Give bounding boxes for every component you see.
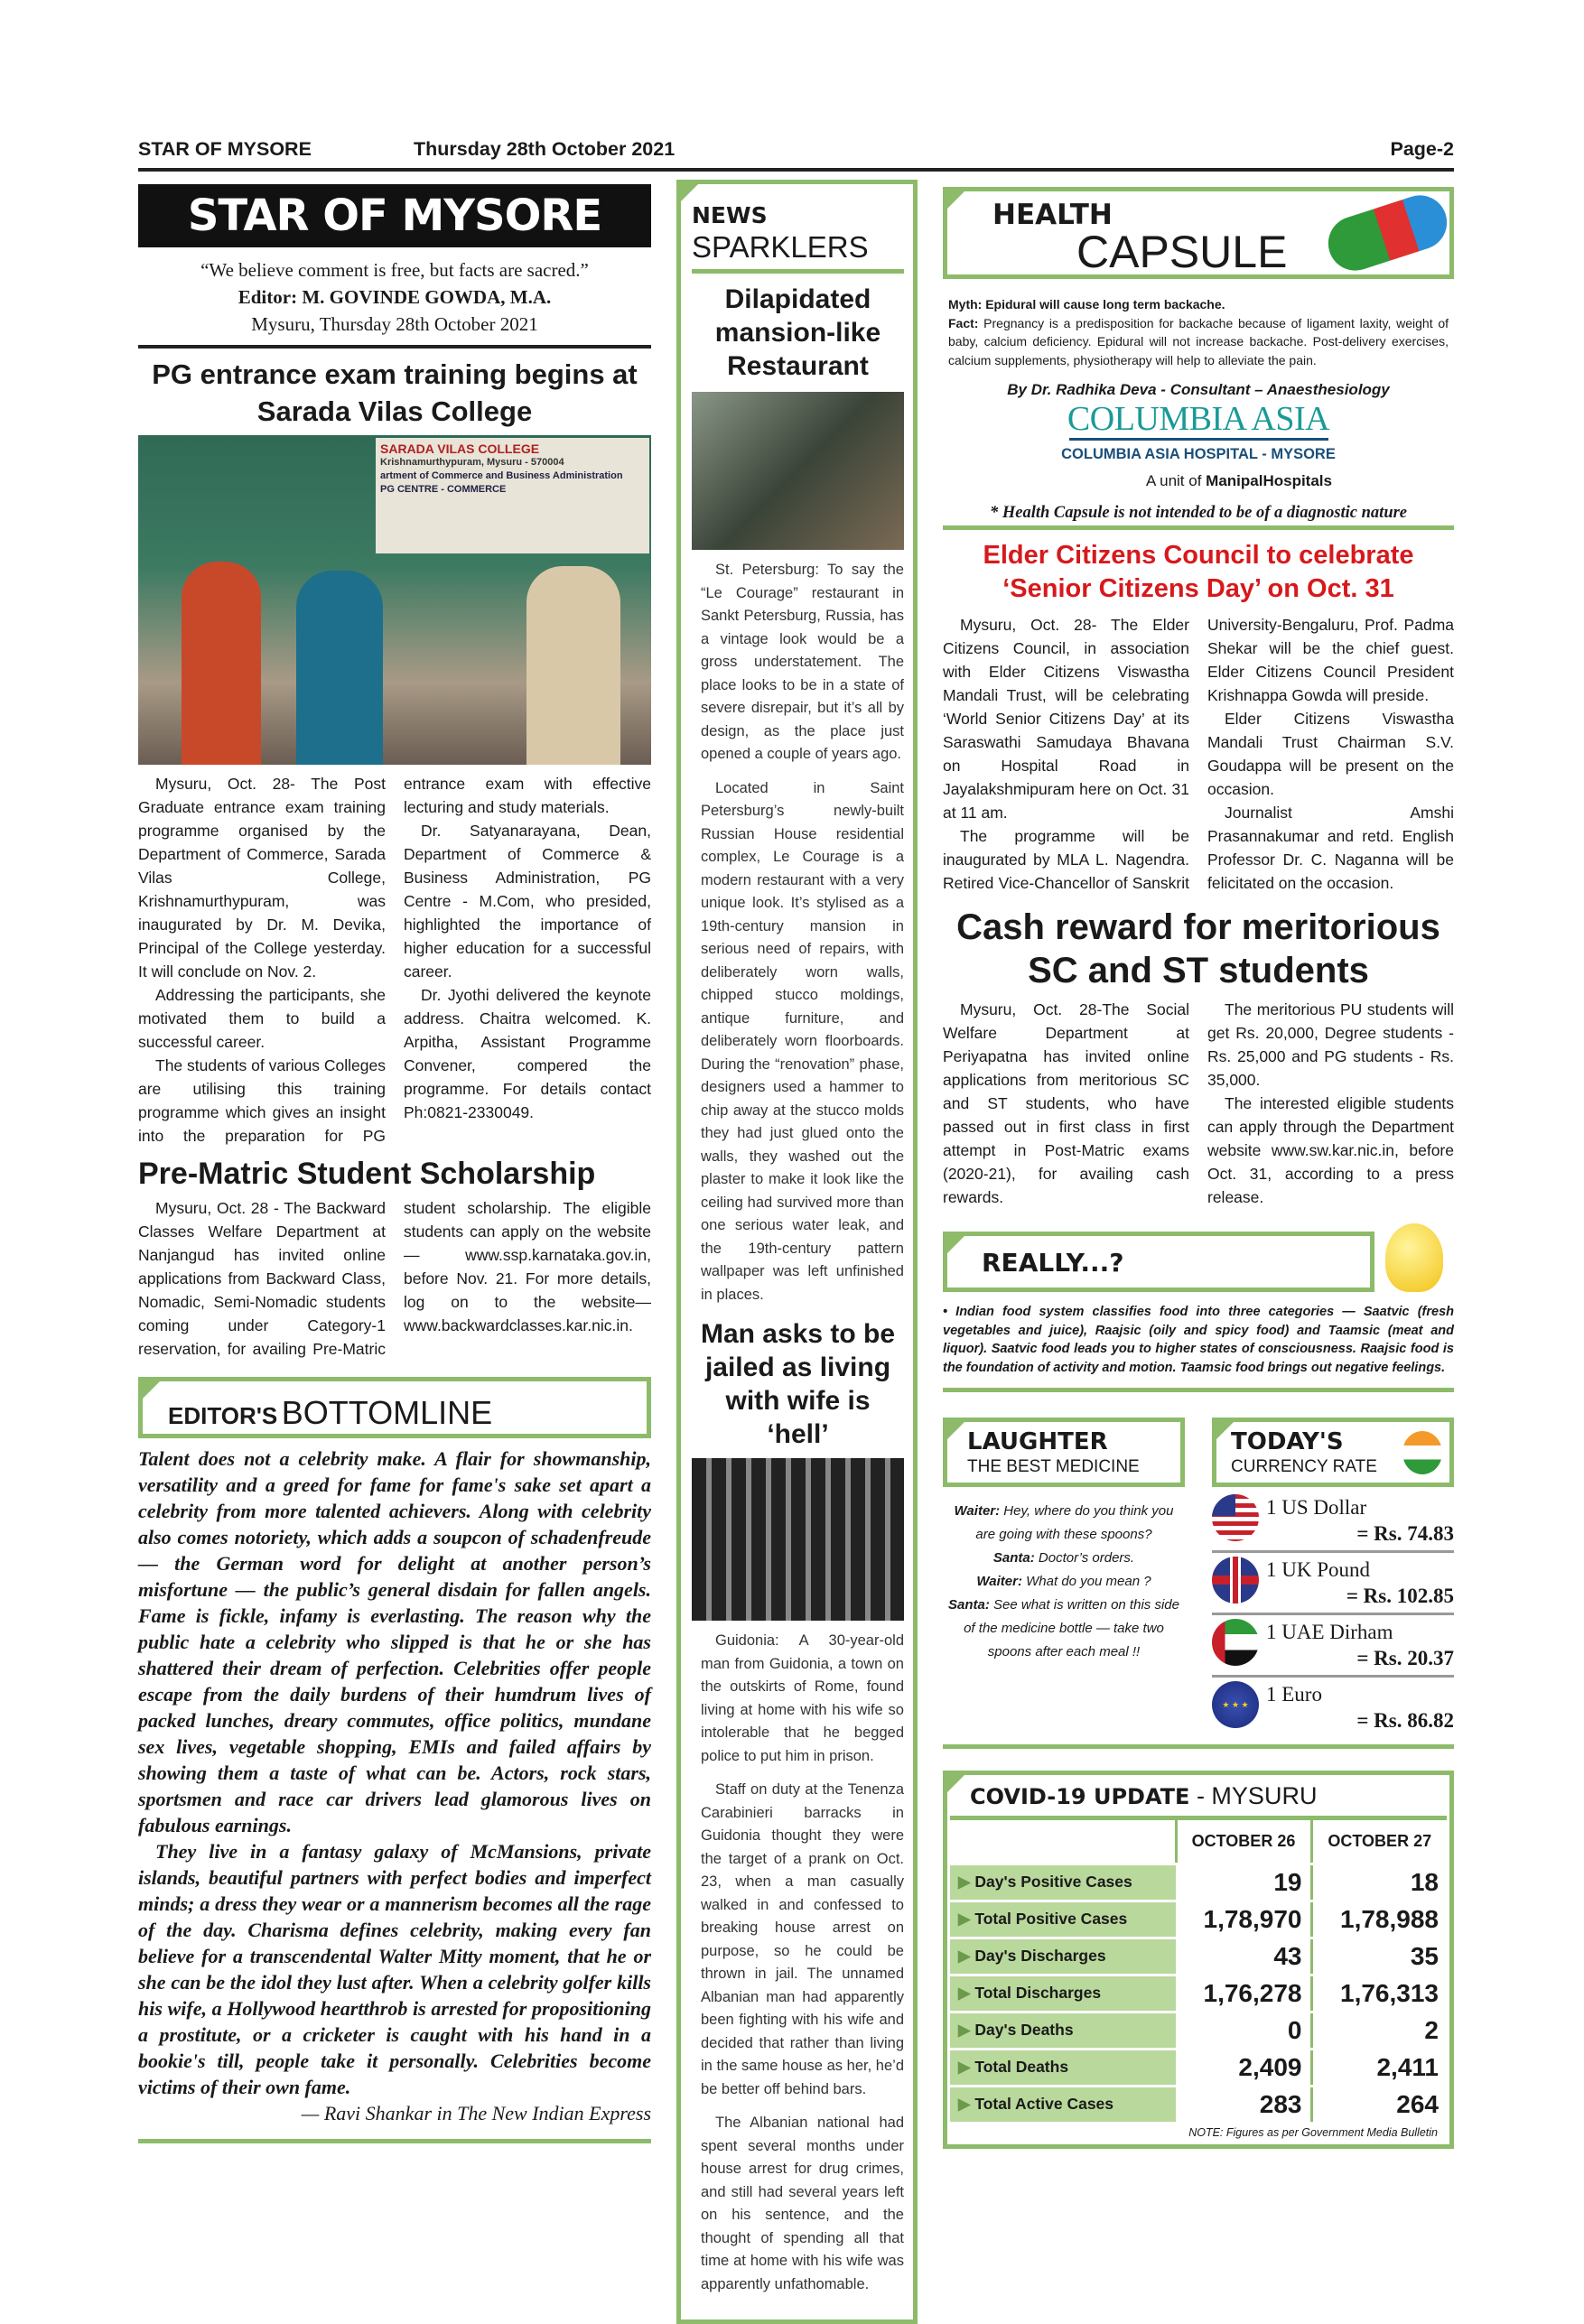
arrow-icon: ▶: [958, 1984, 971, 2002]
paragraph: Located in Saint Petersburg’s newly-built Russian House residential complex, Le Courage is a modern restaurant with a very unique look. It’s stylised as a 19th-century mansion in serious need of repairs, with deliberately worn walls, chipped stucco moldings, antique furniture, and deliberately worn floorboards. During the “renovation” phase, designers used a hammer to chip away at the stucco molds they had just glued onto the walls, they washed out the plaster to make it look like the ceiling had survived more than one serious water leak, and the 19th-century pattern wallpaper was left unfinished in places.: [701, 779, 904, 1303]
value-oct27: 1,78,988: [1311, 1901, 1447, 1938]
health-myth: Myth: Epidural will cause long term backache.: [948, 297, 1225, 311]
sparklers-label: SPARKLERS: [692, 230, 869, 264]
lightbulb-mascot-icon: [1385, 1223, 1443, 1292]
value-oct27: 1,76,313: [1311, 1975, 1447, 2012]
currency-row-usd: [1212, 1491, 1454, 1553]
scholarship-body: [138, 1196, 651, 1361]
row-label-text: Total Deaths: [974, 2058, 1069, 2076]
value-oct26: 2,409: [1176, 2049, 1311, 2086]
person-figure: [296, 571, 383, 765]
paragraph: Mysuru, Oct. 28- The Elder Citizens Council, in association with Elder Citizens Viswastha Mandali Trust, will be celebrating ‘World Senior Citizens Day’ at its Saraswathi Samudaya Bhavana on Hospital Road in Jayalakshmipuram here on Oct. 31 at 11 am.: [943, 616, 1189, 822]
arrow-icon: ▶: [958, 2058, 971, 2076]
corner-triangle: [138, 1377, 164, 1403]
currency-unit: 1 US Dollar: [1266, 1496, 1367, 1519]
paragraph: Staff on duty at the Tenenza Carabinieri barracks in Guidonia thought they were the target of a prank on Oct. 23, when a man casually walked in and confessed to breaking house arrest on purpose, so he could be thrown in jail. The unnamed Albanian man had apparently been fighting with his wife and decided that rather than living in the same house as her, he’d be better off behind bars.: [701, 1781, 904, 2097]
paragraph: The meritorious PU students will get Rs. 20,000, Degree students - Rs. 25,000 and PG students - Rs. 35,000.: [1207, 1000, 1454, 1089]
restaurant-photo: [692, 392, 904, 550]
scholarship-headline: Pre-Matric Student Scholarship: [138, 1157, 596, 1191]
covid-row: [950, 1975, 1447, 2012]
row-label-text: Day's Deaths: [974, 2021, 1074, 2039]
paragraph: Addressing the participants, she motivated them to build a successful career.: [138, 986, 386, 1051]
currency-unit: 1 Euro: [1266, 1683, 1322, 1706]
row-label: [950, 1901, 1176, 1938]
banner-line: artment of Commerce and Business Administration: [380, 470, 623, 481]
arrow-icon: ▶: [958, 2021, 971, 2039]
paragraph: Mysuru, Oct. 28- The Post Graduate entrance exam training programme organised by the Department of Commerce, Sarada Vilas College, Krishnamurthypuram, was inaugurated by Dr. M. Devika, Principal of the College yesterday. It will conclude on Nov. 2.: [138, 775, 386, 981]
masthead-quote: “We believe comment is free, but facts are sacred.”: [200, 259, 589, 281]
value-oct27: 264: [1311, 2086, 1447, 2123]
page-number: Page-2: [1390, 138, 1454, 160]
really-text: • Indian food system classifies food into three categories — Saatvic (fresh vegetables and juice), Raajsic (oily and spicy food) and Taamsic (meat and liquor). Saatvic food leads you to higher states of consciousness. Raajsic food is the foundation of activity and motion. Taamsic food brings out negative feelings.: [943, 1305, 1454, 1375]
line: Doctor’s orders.: [1034, 1550, 1135, 1566]
currency-row-eur: [1212, 1678, 1454, 1737]
hospital-name: COLUMBIA ASIA HOSPITAL - MYSORE: [1061, 446, 1336, 462]
health-disclaimer: * Health Capsule is not intended to be of a diagnostic nature: [989, 504, 1408, 522]
paragraph: Mysuru, Oct. 28-The Social Welfare Department at Periyapatna has invited online applications from meritorious SC and ST students, who have passed out in first class in first attempt in Post-Matric exams (2020-21), for availing cash rewards.: [943, 1000, 1189, 1206]
elder-headline: Elder Citizens Council to celebrate ‘Senior Citizens Day’ on Oct. 31: [983, 541, 1414, 603]
column-right: [943, 187, 1454, 2149]
paragraph: Guidonia: A 30-year-old man from Guidonia, a town on the outskirts of Rome, found living at home with his wife so intolerable that he begged police to put him in prison.: [701, 1632, 904, 1764]
value-oct27: 35: [1311, 1938, 1447, 1975]
line: See what is written on this side of the medicine bottle — take two spoons after each meal !!: [964, 1597, 1179, 1659]
row-label: [950, 2012, 1176, 2049]
row-label-text: Day's Positive Cases: [974, 1873, 1132, 1891]
bottomline-label-bold: EDITOR'S: [168, 1402, 278, 1429]
paragraph: The students of various Colleges are utilising this training programme which gives an insight into the preparation for PG entrance exam with effective lecturing and study materials.: [138, 775, 651, 1145]
paragraph: The Albanian national had spent several months under house arrest for drug crimes, and still had several years left on his sentence, and the thought of spending all that time at home with his wife was apparently unfathomable.: [701, 2115, 904, 2292]
currency-unit: 1 UK Pound: [1266, 1558, 1371, 1581]
story1-headline: Dilapidated mansion-like Restaurant: [714, 284, 881, 381]
masthead-logo: STAR OF MYSORE: [138, 184, 651, 247]
column-middle: [676, 180, 918, 2324]
elder-body: [943, 613, 1454, 895]
covid-row: [950, 1938, 1447, 1975]
covid-row: [950, 2049, 1447, 2086]
covid-note: NOTE: Figures as per Government Media Bulletin: [1188, 2125, 1438, 2139]
banner-line: SARADA VILAS COLLEGE: [380, 442, 540, 456]
section-rule: [943, 1744, 1454, 1749]
value-oct27: 18: [1311, 1864, 1447, 1901]
capsule-pill-icon: [1321, 189, 1454, 278]
row-label-text: Total Discharges: [974, 1984, 1102, 2002]
health-capsule-box: [943, 187, 1454, 279]
corner-triangle: [1212, 1418, 1238, 1444]
paragraph: The interested eligible students can apply through the Department website www.sw.kar.nic.in, before Oct. 31, according to a press release.: [1207, 1094, 1454, 1206]
row-label-text: Total Active Cases: [974, 2095, 1114, 2113]
covid-row: [950, 2012, 1447, 2049]
story1-body: [692, 559, 904, 1306]
editorial-credit: — Ravi Shankar in The New Indian Express: [301, 2102, 651, 2124]
masthead-editor: Editor: M. GOVINDE GOWDA, M.A.: [238, 286, 552, 308]
covid-table: [950, 1820, 1447, 2124]
uk-flag-icon: [1212, 1557, 1259, 1604]
arrow-icon: ▶: [958, 1947, 971, 1965]
health-byline: By Dr. Radhika Deva - Consultant – Anaesthesiology: [1007, 381, 1390, 398]
columbia-asia-logo: COLUMBIA ASIA: [1067, 400, 1330, 438]
paragraph: The programme will be inaugurated by MLA L. Nagendra. Retired Vice-Chancellor of Sanskrit University-Bengaluru, Prof. Padma Shekar will be the chief guest. Elder Citizens Council President Krishnappa Gowda will preside.: [943, 616, 1454, 892]
column-header: OCTOBER 26: [1176, 1820, 1311, 1864]
banner-line: Krishnamurthypuram, Mysuru - 570004: [380, 457, 564, 468]
speaker: Waiter:: [976, 1574, 1022, 1589]
value-oct26: 1,78,970: [1176, 1901, 1311, 1938]
currency-list: [1212, 1491, 1454, 1737]
value-oct27: 2,411: [1311, 2049, 1447, 2086]
laughter-label-bold: LAUGHTER: [967, 1428, 1108, 1455]
currency-value: = Rs. 74.83: [1356, 1522, 1454, 1545]
currency-label: CURRENCY RATE: [1231, 1457, 1377, 1476]
pg-article-body: [138, 772, 651, 1148]
value-oct26: 0: [1176, 2012, 1311, 2049]
arrow-icon: ▶: [958, 1873, 971, 1891]
speaker: Santa:: [948, 1597, 990, 1613]
pg-photo: [138, 435, 651, 765]
masthead-dateline: Mysuru, Thursday 28th October 2021: [251, 313, 538, 335]
bottomline-body: [138, 1446, 651, 2126]
laughter-section: [943, 1418, 1185, 1737]
currency-value: = Rs. 86.82: [1356, 1709, 1454, 1732]
person-figure: [526, 566, 620, 765]
paragraph: Dr. Jyothi delivered the keynote address. Chaitra welcomed. K. Arpitha, Assistant Programme Convener, compered the programme. For details contact Ph:0821-2330049.: [404, 986, 651, 1121]
paragraph: Elder Citizens Viswastha Mandali Trust Chairman S.V. Goudappa will be present on the occasion.: [1207, 710, 1454, 798]
section-rule: [943, 1388, 1454, 1392]
value-oct26: 19: [1176, 1864, 1311, 1901]
speaker: Santa:: [992, 1550, 1035, 1566]
value-oct26: 1,76,278: [1176, 1975, 1311, 2012]
jail-bars-photo: [692, 1458, 904, 1621]
arrow-icon: ▶: [958, 2095, 971, 2113]
fact-label: Fact:: [948, 315, 979, 330]
row-label-text: Total Positive Cases: [974, 1910, 1128, 1928]
arrow-icon: ▶: [958, 1910, 971, 1928]
laughter-box: [943, 1418, 1185, 1487]
bottom-rule: [138, 2139, 651, 2143]
us-flag-icon: [1212, 1494, 1259, 1541]
banner-line: PG CENTRE - COMMERCE: [380, 484, 507, 495]
column-left: [138, 184, 651, 2143]
pg-headline: PG entrance exam training begins at Sarada Vilas College: [152, 358, 638, 427]
column-header: OCTOBER 27: [1311, 1820, 1447, 1864]
currency-value: = Rs. 20.37: [1356, 1647, 1454, 1669]
section-rule: [943, 525, 1454, 530]
health-label: CAPSULE: [1076, 227, 1288, 277]
speaker: Waiter:: [954, 1503, 1001, 1519]
corner-triangle: [943, 187, 969, 213]
value-oct26: 43: [1176, 1938, 1311, 1975]
currency-label-bold: TODAY'S: [1231, 1428, 1344, 1455]
covid-label: - MYSURU: [1189, 1782, 1318, 1809]
paragraph: Mysuru, Oct. 28 - The Backward Classes Welfare Department at Nanjangud has invited online applications from Backward Class, Nomadic, Semi-Nomadic students coming under Category-1 reservation, for availing Pre-Matric student scholarship. The eligible students can apply on the website — www.ssp.karnataka.gov.in, before Nov. 21. For more details, log on to the website— www.backwardclasses.kar.nic.in.: [138, 1199, 651, 1358]
currency-unit: 1 UAE Dirham: [1266, 1621, 1393, 1643]
paragraph: St. Petersburg: To say the “Le Courage” restaurant in Sankt Petersburg, Russia, has a vintage look would be a gross understatement. The place looks to be in a state of severe disrepair, but it’s all by design, as the place just opened a couple of years ago.: [701, 562, 904, 762]
sparklers-heading: [692, 202, 904, 274]
covid-row: [950, 1901, 1447, 1938]
unit-prefix: A unit of: [1146, 472, 1207, 489]
health-label-bold: HEALTH: [992, 199, 1113, 231]
sparklers-label-bold: NEWS: [692, 202, 768, 228]
currency-section: [1212, 1418, 1454, 1737]
currency-value: = Rs. 102.85: [1346, 1585, 1454, 1607]
corner-triangle: [943, 1232, 969, 1258]
cash-headline: Cash reward for meritorious SC and ST students: [956, 907, 1440, 990]
line: Hey, where do you think you are going with these spoons?: [975, 1503, 1174, 1542]
line: What do you mean ?: [1021, 1574, 1151, 1589]
covid-row: [950, 1864, 1447, 1901]
bottomline-label: BOTTOMLINE: [281, 1394, 493, 1431]
currency-row-gbp: [1212, 1553, 1454, 1615]
currency-box: [1212, 1418, 1454, 1487]
paragraph: They live in a fantasy galaxy of McMansions, private islands, beautiful partners with perfect bodies and imperfect minds; a dress they wear or a mannerism becomes all the rage of the day. Charisma defines celebrity, making every fan believe for a transcendental Walter Mitty moment, that he or she can be the idol they lust after. When a celebrity golfer kills his wife, a Hollywood heartthrob is arrested for propositioning a prostitute, or a cricketer is caught with his hand in a bookie's till, people take it personally. Celebrities become victims of their own fame.: [138, 1840, 651, 2098]
paragraph: Dr. Satyanarayana, Dean, Department of Commerce & Business Administration, PG Centre - M.Com, who presided, highlighted the importance of higher education for a successful career.: [404, 822, 651, 981]
row-label: [950, 2049, 1176, 2086]
covid-row: [950, 2086, 1447, 2123]
value-oct27: 2: [1311, 2012, 1447, 2049]
laughter-label: THE BEST MEDICINE: [967, 1457, 1140, 1476]
really-label: REALLY...?: [982, 1248, 1124, 1278]
covid-label-bold: COVID-19 UPDATE: [970, 1784, 1190, 1809]
logo-underline: [1069, 438, 1328, 441]
photo-banner: [376, 438, 649, 553]
laughter-joke: [943, 1500, 1185, 1664]
india-flag-icon: [1402, 1431, 1442, 1474]
uae-flag-icon: [1212, 1619, 1259, 1666]
really-box: [943, 1232, 1374, 1292]
row-label: [950, 2086, 1176, 2123]
header-rule: [138, 168, 1454, 172]
unit-name: ManipalHospitals: [1206, 472, 1332, 489]
story2-body: [692, 1630, 904, 2296]
row-label-text: Day's Discharges: [974, 1947, 1106, 1965]
really-header: [943, 1223, 1454, 1292]
corner-triangle: [676, 180, 703, 206]
person-figure: [182, 562, 261, 765]
value-oct26: 283: [1176, 2086, 1311, 2123]
masthead-rule: [138, 345, 651, 349]
row-label: [950, 1938, 1176, 1975]
paragraph: Talent does not a celebrity make. A flair for showmanship, versatility and a greed for fame for fame's sake set apart a celebrity from more talented achievers. Along with celebrity also comes notoriety, which adds a soupcon of schadenfreude — the German word for delight at another person’s misfortune — the public’s general disdain for fallen angels. Fame is fickle, infamy is everlasting. The reason why the public hate a celebrity who slipped is that he or she has shattered their dream of perfection. Celebrities offer people escape from the daily burdens of their humdrum lives of packed lunches, dreary commutes, office politics, mundane sex lives, vegetable shopping, EMIs and failed affairs by showing them a taste of what can be. Actors, rock stars, sportsmen and race car drivers lead glamorous lives on fabulous earnings.: [138, 1447, 651, 1836]
eu-flag-icon: ★ ★ ★: [1212, 1681, 1259, 1728]
paper-name: STAR OF MYSORE: [138, 138, 312, 160]
covid-box: [943, 1771, 1454, 2149]
health-fact: Pregnancy is a predisposition for backache because of ligament laxity, weight of baby, calcium deficiency. Epidural will not increase backache. Post-delivery exercises, calcium supplements, physiotherapy will help to alleviate the pain.: [948, 315, 1449, 367]
story2-headline: Man asks to be jailed as living with wife is ‘hell’: [700, 1319, 896, 1449]
corner-triangle: [943, 1418, 969, 1444]
news-sparklers-box: [676, 180, 918, 2324]
issue-date: Thursday 28th October 2021: [414, 138, 676, 160]
corner-triangle: [943, 1771, 969, 1797]
cash-body: [943, 998, 1454, 1209]
row-label: [950, 1864, 1176, 1901]
health-text: [943, 295, 1454, 369]
currency-row-aed: [1212, 1615, 1454, 1678]
row-label: [950, 1975, 1176, 2012]
paragraph: Journalist Amshi Prasannakumar and retd. English Professor Dr. C. Naganna will be felicitated on the occasion.: [1207, 804, 1454, 892]
laughter-currency-row: [943, 1418, 1454, 1737]
bottomline-box: [138, 1377, 651, 1438]
